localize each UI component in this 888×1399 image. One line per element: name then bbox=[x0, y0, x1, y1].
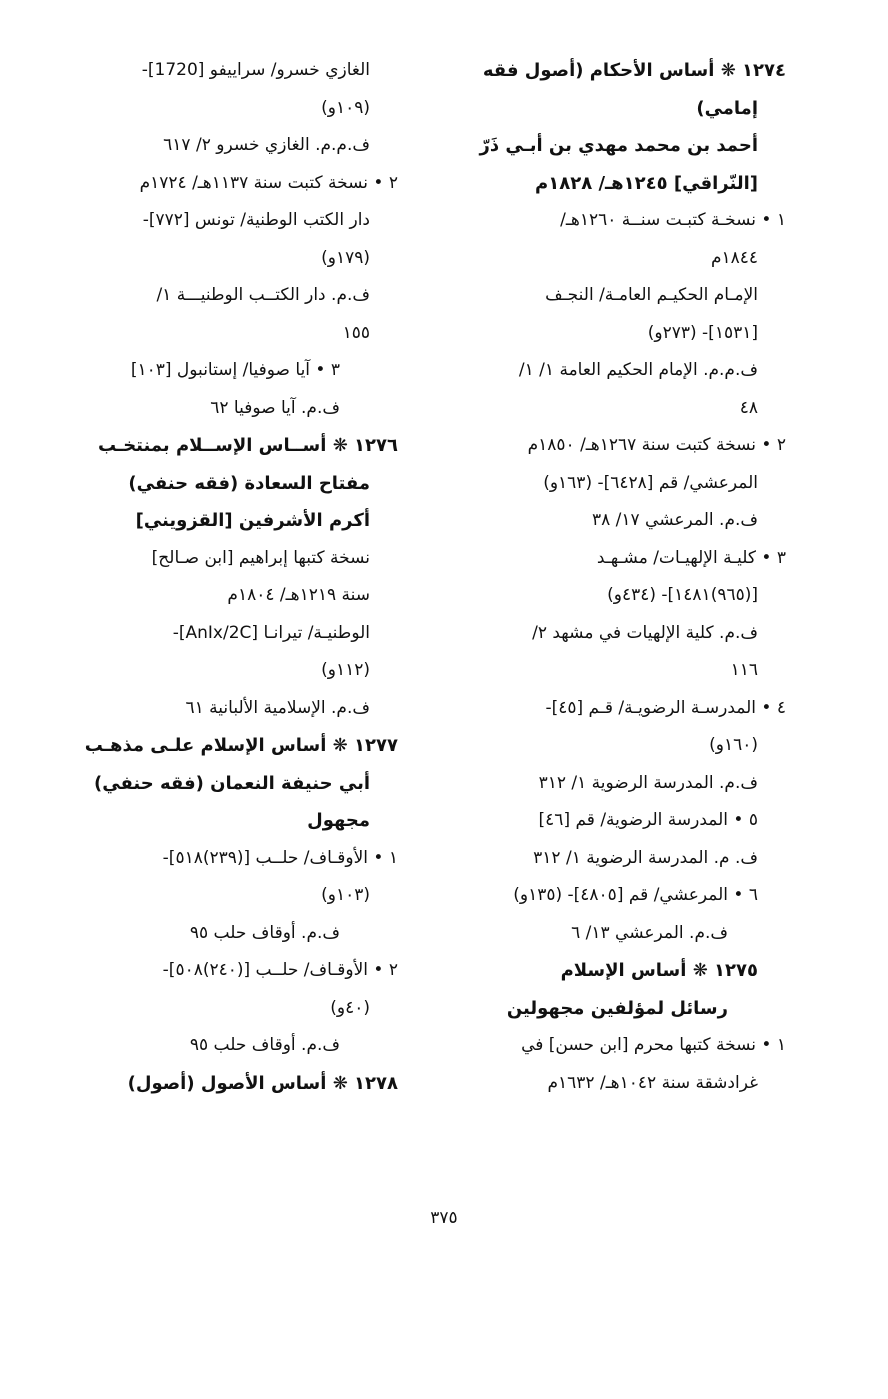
entry-text-line: (١٠٣و) bbox=[321, 885, 370, 905]
entry-text-line: (١١٢و) bbox=[321, 660, 370, 680]
entry-heading-line: ١٢٧٧ ❋ أساس الإسلام علـى مذهـب bbox=[84, 735, 398, 756]
entry-text-line: غرادشقة سنة ١٠٤٢هـ/ ١٦٣٢م bbox=[547, 1072, 758, 1093]
entry-heading-line: مفتاح السعادة (فقه حنفي) bbox=[128, 472, 370, 494]
entry-text-line: (١٧٩و) bbox=[321, 247, 370, 268]
entry-heading-line: ١٢٧٦ ❋ أســاس الإســلام بمنتخـب bbox=[97, 435, 398, 456]
entry-text-line: ٢ • نسخة كتبت سنة ١٢٦٧هـ/ ١٨٥٠م bbox=[527, 435, 786, 455]
entry-text-line: ٣ • آيا صوفيا/ إستانبول [١٠٣] bbox=[130, 360, 340, 380]
entry-text-line: الغازي خسرو/ سراييفو [1720]- bbox=[141, 60, 370, 80]
entry-text-line: [(٩٦٥)١٤٨١]- (٤٣٤و) bbox=[607, 585, 758, 605]
entry-text-line: ف.م. الإسلامية الألبانية ٦١ bbox=[185, 697, 370, 718]
entry-text-line: المرعشي/ قم [٦٤٢٨]- (١٦٣و) bbox=[543, 472, 758, 493]
entry-text-line: ١ • نسخـة كتبـت سنــة ١٢٦٠هـ/ bbox=[560, 210, 786, 230]
entry-text-line: ١١٦ bbox=[730, 660, 758, 680]
entry-text-line: ف.م. دار الكتــب الوطنيـــة ١/ bbox=[156, 285, 370, 305]
entry-heading-line: أحمد بن محمد مهدي بن أبـي ذَرّ bbox=[479, 135, 758, 156]
entry-text-line: (٤٠و) bbox=[330, 997, 370, 1018]
entry-text-line: ف.م. المرعشي ١٣/ ٦ bbox=[571, 922, 728, 943]
entry-text-line: ١ • نسخة كتبها محرم [ابن حسن] في bbox=[521, 1035, 786, 1055]
page-number: ٣٧٥ bbox=[430, 1208, 458, 1228]
entry-heading-line: ١٢٧٨ ❋ أساس الأصول (أصول) bbox=[127, 1072, 398, 1094]
entry-text-line: ف.م. المدرسة الرضوية ١/ ٣١٢ bbox=[538, 772, 758, 793]
entry-text-line: ٢ • الأوقـاف/ حلــب [(٢٤٠)٥٠٨]- bbox=[162, 960, 398, 980]
entry-heading-line: مجهول bbox=[307, 810, 370, 831]
entry-text-line: ف.م. أوقاف حلب ٩٥ bbox=[189, 922, 340, 943]
entry-text-line: ١٥٥ bbox=[342, 322, 370, 343]
entry-text-line: ٤٨ bbox=[739, 397, 758, 418]
entry-heading-line: أكرم الأشرفين [القزويني] bbox=[135, 510, 370, 531]
entry-heading-line: إمامي) bbox=[696, 97, 758, 119]
entry-text-line: ف.م.م. الإمام الحكيم العامة ١/ ١/ bbox=[518, 360, 758, 380]
left-column bbox=[58, 52, 398, 1102]
entry-text-line: ١٨٤٤م bbox=[710, 247, 758, 268]
entry-heading-line: أبي حنيفة النعمان (فقه حنفي) bbox=[94, 772, 370, 794]
entry-text-line: الوطنيـة/ تيرانـا [AnIx/2C]- bbox=[172, 622, 370, 643]
entry-text-line: ف. م. المدرسة الرضوية ١/ ٣١٢ bbox=[533, 847, 758, 868]
entry-text-line: (١٠٩و) bbox=[321, 97, 370, 118]
entry-text-line: ٣ • كليـة الإلهيـات/ مشـهـد bbox=[596, 547, 786, 568]
entry-text-line: ف.م. كلية الإلهيات في مشهد ٢/ bbox=[532, 622, 758, 643]
right-column bbox=[446, 52, 786, 1102]
entry-heading-line: ١٢٧٥ ❋ أساس الإسلام bbox=[560, 960, 758, 981]
entry-heading-line: ١٢٧٤ ❋ أساس الأحكام (أصول فقه bbox=[482, 60, 786, 81]
entry-text-line: دار الكتب الوطنية/ تونس [٧٧٢]- bbox=[142, 210, 370, 230]
entry-text-line: ٥ • المدرسة الرضوية/ قم [٤٦] bbox=[538, 810, 758, 830]
entry-text-line: (١٦٠و) bbox=[709, 735, 758, 755]
entry-text-line: سنة ١٢١٩هـ/ ١٨٠٤م bbox=[227, 585, 370, 605]
entry-text-line: ف.م. المرعشي ١٧/ ٣٨ bbox=[591, 510, 758, 530]
entry-text-line: ٤ • المدرسـة الرضويـة/ قـم [٤٥]- bbox=[545, 697, 786, 718]
entry-heading-line: رسائل لمؤلفين مجهولين bbox=[506, 997, 728, 1019]
entry-text-line: ف.م.م. الغازي خسرو ٢/ ٦١٧ bbox=[163, 135, 370, 155]
entry-text-line: ف.م. آيا صوفيا ٦٢ bbox=[210, 397, 340, 418]
entry-text-line: الإمـام الحكيـم العامـة/ النجـف bbox=[545, 285, 758, 305]
entry-text-line: ف.م. أوقاف حلب ٩٥ bbox=[189, 1035, 340, 1055]
entry-heading-line: [النّراقي] ١٢٤٥هـ/ ١٨٢٨م bbox=[535, 172, 758, 194]
entry-text-line: ١ • الأوقـاف/ حلــب [(٢٣٩)٥١٨]- bbox=[162, 847, 398, 868]
entry-text-line: ٦ • المرعشي/ قم [٤٨٠٥]- (١٣٥و) bbox=[513, 885, 758, 905]
entry-text-line: ٢ • نسخة كتبت سنة ١١٣٧هـ/ ١٧٢٤م bbox=[139, 172, 398, 193]
entry-text-line: نسخة كتبها إبراهيم [ابن صـالح] bbox=[151, 547, 370, 568]
entry-text-line: [١٥٣١]- (٢٧٣و) bbox=[647, 322, 758, 343]
